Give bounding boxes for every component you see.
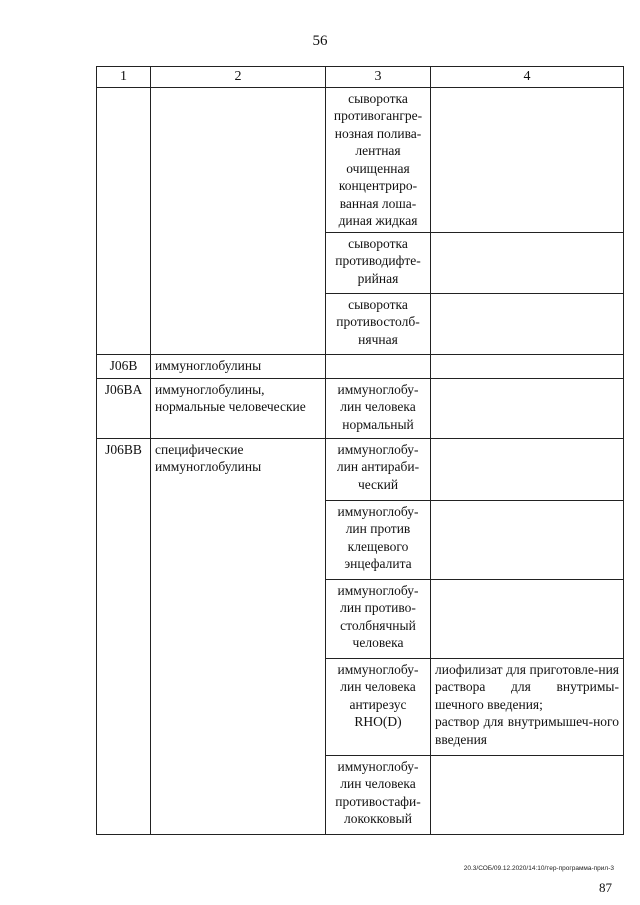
drug-name-cell: иммуноглобу-лин антираби-ческий	[326, 438, 431, 500]
dosage-form-cell	[431, 354, 624, 378]
drug-name-cell: иммуноглобу-лин человека нормальный	[326, 378, 431, 438]
dosage-form-cell	[431, 658, 624, 755]
code-cell: J06B	[97, 354, 151, 378]
drug-name-cell: сыворотка противогангре-нозная полива-лентная очищенная концентриро-ванная лоша-диная жидкая	[326, 87, 431, 232]
drug-name-cell: иммуноглобу-лин человека антирезус RHO(D)	[326, 658, 431, 755]
dosage-form-cell	[431, 378, 624, 438]
footer-note: 20.3/СОБ/09.12.2020/14:10/тер-программа-прил-3	[463, 865, 614, 872]
table-row	[97, 354, 624, 378]
dosage-form-cell	[431, 438, 624, 500]
dosage-form-lyophilizate: лиофилизат для приготовле-ния раствора для внутримы-шечного введения;	[435, 661, 619, 712]
table-row	[97, 87, 624, 232]
dosage-form-cell	[431, 293, 624, 354]
dosage-form-cell	[431, 87, 624, 232]
dosage-form-cell	[431, 755, 624, 834]
column-header-2: 2	[151, 67, 326, 88]
drug-name-cell: сыворотка противодифте-рийная	[326, 232, 431, 293]
code-cell: J06BA	[97, 378, 151, 438]
column-header-4: 4	[431, 67, 624, 88]
page-number-top: 56	[312, 33, 328, 49]
dosage-form-cell	[431, 579, 624, 658]
dosage-form-cell	[431, 500, 624, 579]
code-cell	[97, 87, 151, 354]
page-number-bottom: 87	[599, 880, 612, 895]
group-name-cell: иммуноглобулины	[151, 354, 326, 378]
group-name-cell	[151, 87, 326, 354]
group-name-cell: иммуноглобулины, нормальные человеческие	[151, 378, 326, 438]
medication-table	[96, 66, 624, 835]
group-name-cell: специфические иммуноглобулины	[151, 438, 326, 834]
drug-name-cell: иммуноглобу-лин человека противостафи-лококковый	[326, 755, 431, 834]
column-header-1: 1	[97, 67, 151, 88]
drug-name-cell: сыворотка противостолб-нячная	[326, 293, 431, 354]
drug-name-cell	[326, 354, 431, 378]
table-row	[97, 378, 624, 438]
drug-name-cell: иммуноглобу-лин против клещевого энцефалита	[326, 500, 431, 579]
dosage-form-solution: раствор для внутримышеч-ного введения	[435, 714, 619, 747]
table-row	[97, 438, 624, 500]
column-header-3: 3	[326, 67, 431, 88]
code-cell: J06BB	[97, 438, 151, 834]
table-header-row	[97, 67, 624, 88]
drug-name-cell: иммуноглобу-лин противо-столбнячный человека	[326, 579, 431, 658]
dosage-form-cell	[431, 232, 624, 293]
